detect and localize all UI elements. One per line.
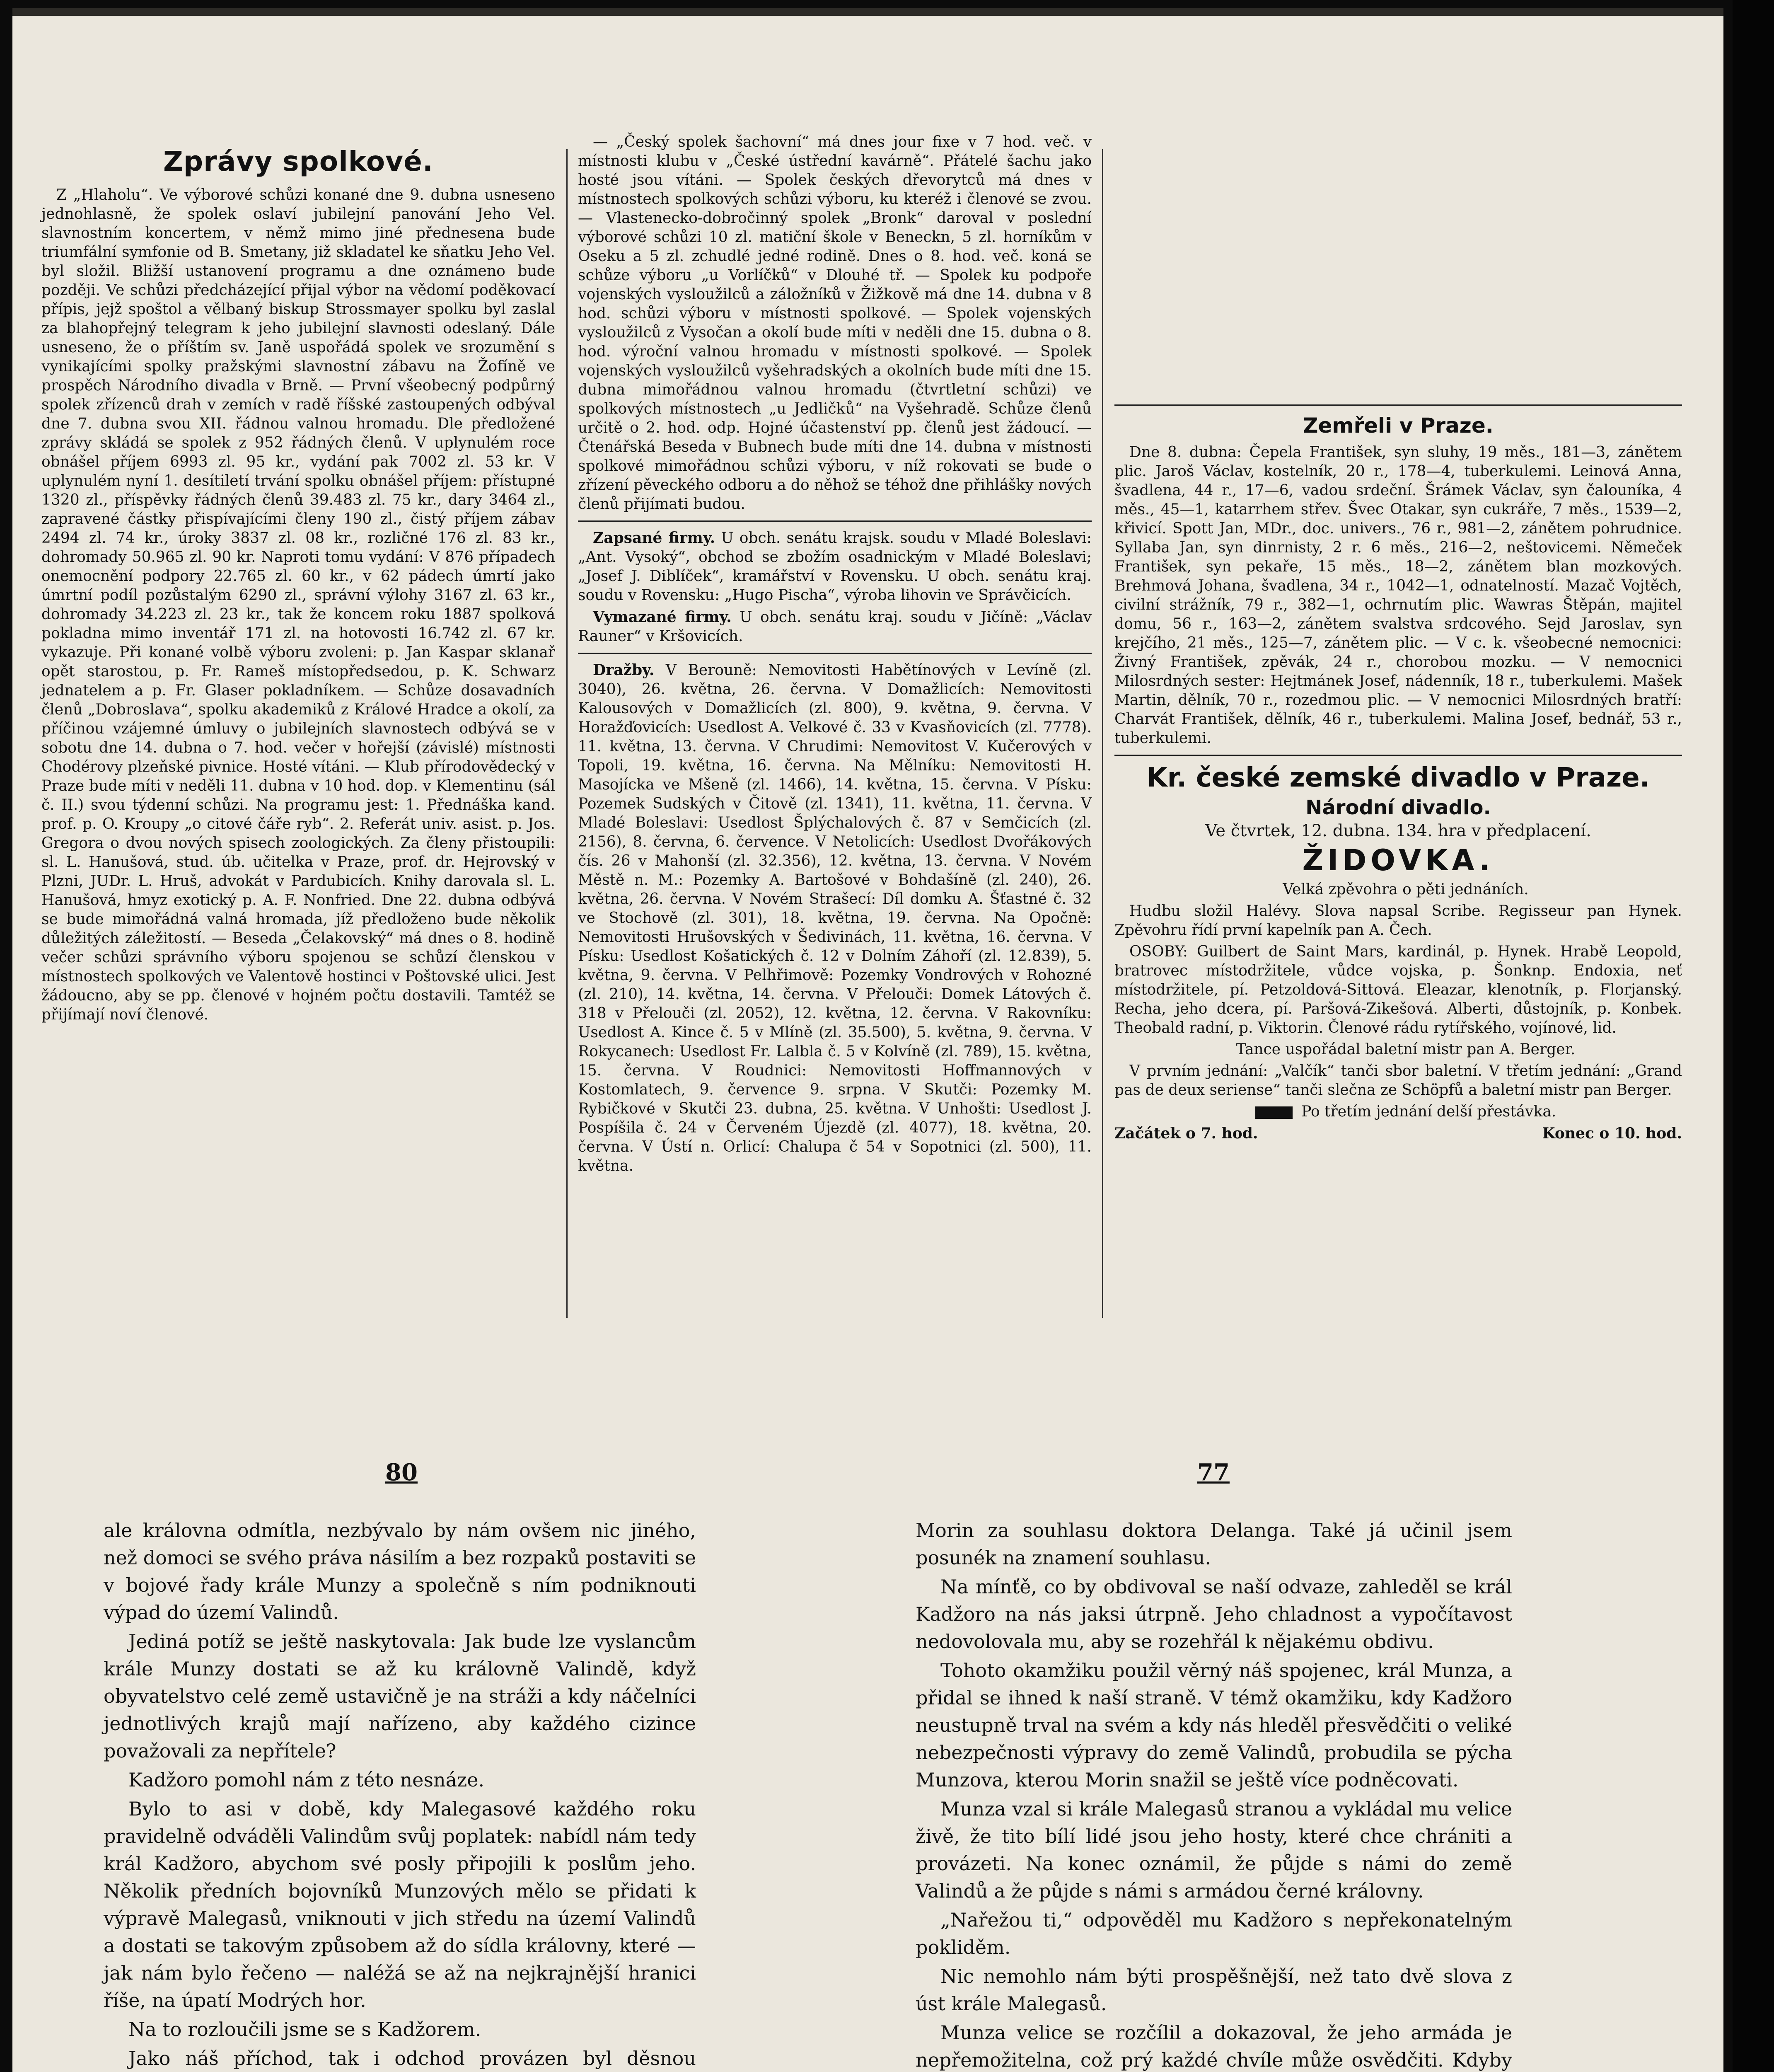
- play-line: V prvním jednání: „Valčík“ tanči sbor baletní. V třetím jednání: „Grand pas de deux seriense“ tanči slečna ze Schöpfů a baletní mistr pan Berger.: [1114, 1063, 1682, 1099]
- divider: [578, 520, 1092, 522]
- theatre-date: Ve čtvrtek, 12. dubna. 134. hra v předplacení.: [1205, 821, 1591, 840]
- book-paragraph: „Nařežou ti,“ odpověděl mu Kadžoro s nepřekonatelným pokliděm.: [916, 1909, 1512, 1958]
- play-line: Velká zpěvohra o pěti jednáních.: [1283, 881, 1529, 898]
- divider: [1114, 404, 1682, 406]
- erased-header: Vymazané firmy.: [593, 608, 732, 626]
- erased-text: U obch. senátu kraj. soudu v Jičíně: „Václav Rauner“ v Kršovicích.: [578, 609, 1092, 645]
- book-page-left: [104, 1517, 696, 2072]
- column-divider: [1102, 149, 1103, 1318]
- divider: [578, 653, 1092, 654]
- book-paragraph: Na to rozloučili jsme se s Kadžorem.: [128, 2018, 481, 2041]
- section-title: Zprávy spolkové.: [163, 145, 434, 177]
- paragraph: Z „Hlaholu“. Ve výborové schůzi konané dne 9. dubna usneseno jednohlasně, že spolek oslaví jubilejní panování Jeho Vel. slavnostním koncertem, v němž mimo jiné přednesena bude triumfální symfonie od B. Smetany, již skladatel ke sňatku Jeho Vel. byl složil. Bližší ustanovení programu a dne oznámeno bude později. Ve schůzi předcházející přijal výbor na vědomí poděkovací přípis, jejž spoštol a vělbaný biskup Strossmayer spolku byl zaslal za blahopřejný telegram k jeho jubilejní slavnosti odeslaný. Dále usneseno, že o příštím sv. Janě uspořádá spolek ve srozumění s vynikajícími spolky pražskými slavnostní zábavu na Žofíně ve prospěch Národního divadla v Brně. — První všeobecný podpůrný spolek zřízenců drah v zemích v radě říšské zastoupených odbýval dne 7. dubna svou XII. řádnou valnou hromadu. Dle předložené zprávy skládá se spolek z 952 řádných členů. V uplynulém roce obnášel příjem 6993 zl. 95 kr., vydání pak 7002 zl. 53 kr. V uplynulém nyní 1. desítiletí trvání spolku obnášel příjem: přístupné 1320 zl., příspěvky řádných členů 39.483 zl. 75 kr., dary 3464 zl., zapravené částky přispívajícími členy 190 zl., čistý příjem zábav 2494 zl. 74 kr., úroky 3837 zl. 08 kr., rozličné 176 zl. 83 kr., dohromady 50.965 zl. 90 kr. Naproti tomu vydání: V 876 případech onemocnění podpory 22.765 zl. 60 kr., v 62 pádech úmrtí jako úmrtní podíl pozůstalým 6290 zl., správní výlohy 3167 zl. 63 kr., dohromady 34.223 zl. 23 kr., tak že koncem roku 1887 spolková pokladna mimo inventář 171 zl. na hotovosti 16.742 zl. 67 kr. vykazuje. Při konané volbě výboru zvoleni: p. Jan Kaspar sklanař opět starostou, p. Fr. Rameš místopředsedou, p. K. Schwarz jednatelem a p. Fr. Glaser pokladníkem. — Schůze dosavadních členů „Dobroslava“, spolku akademiků z Králové Hradce a okolí, za příčinou vzájemné úmluvy o jubilejních slavnostech odbývá se v sobotu dne 14. dubna o 7. hod. večer v hořejší (závislé) místnosti Chodérovy plzeňské pivnice. Hosté vítáni. — Klub přírodovědecký v Praze bude míti v neděli 11. dubna v 10 hod. dop. v Klementinu (sál č. II.) svou týdenní schůzi. Na programu jest: 1. Přednáška kand. prof. p. O. Kroupy „o citové čáře ryb“. 2. Referát univ. asist. p. Jos. Gregora o dvou nových spisech zoologických. Za členy přistoupili: sl. L. Hanušová, stud. úb. učitelka v Praze, prof. dr. Hejrovský v Plzni, JUDr. L. Hruš, advokát v Pardubicích. Knihy darovala sl. L. Hanušová, hmyz exotický p. A. F. Nonfried. Dne 22. dubna odbývá se bude mimořádná valná hromada, jíž předloženo bude několik důležitých záležitostí. — Beseda „Čelakovský“ má dnes o 8. hodině večer schůzi správního výboru spojenou se schůzí členskou v místnostech spolkových ve Valentově hostinci v Poštovské ulici. Jest žádoucno, aby se pp. členové v hojném počtu dostavili. Tamtéž se přijímají noví členové.: [41, 186, 555, 1023]
- book-paragraph: Munza vzal si krále Malegasů stranou a vykládal mu velice živě, že tito bílí lidé jsou jeho hosty, které chce chrániti a provázeti. Na konec oznámil, že půjde s námi do země Valindů a že půjde s námi s armádou černé královny.: [916, 1798, 1512, 1902]
- column-deaths-theatre: [1114, 133, 1682, 1143]
- intermission-text: Po třetím jednání delší přestávka.: [1301, 1103, 1556, 1120]
- play-line: Hudbu složil Halévy. Slova napsal Scribe. Regisseur pan Hynek. Zpěvohru řídí první kapelník pan A. Čech.: [1114, 903, 1682, 939]
- firms-text: U obch. senátu krajsk. soudu v Mladé Boleslavi: „Ant. Vysoký“, obchod se zbožím osadnickým v Mladé Boleslavi; „Josef J. Diblíček“, kramářství v Rovensku. U obch. senátu kraj. soudu v Rovensku: „Hugo Pischa“, výroba lihovin ve Správčicích.: [578, 530, 1092, 604]
- paragraph: — „Český spolek šachovní“ má dnes jour fixe v 7 hod. več. v místnosti klubu v „České ústřední kavárně“. Přátelé šachu jako hosté jsou vítáni. — Spolek českých dřevorytců má dnes v místnostech spolkových schůzi výboru, ku kteréž i členové se zvou. — Vlastenecko-dobročinný spolek „Bronk“ daroval v poslední výborové schůzi 10 zl. matiční škole v Beneckn, 5 zl. horníkům v Oseku a 5 zl. zchudlé jedné rodině. Dnes o 8. hod. več. koná se schůze výboru „u Vorlíčků“ v Dlouhé tř. — Spolek ku podpoře vojenských vysloužilců a záložníků v Žižkově má dne 14. dubna v 8 hod. schůzi výboru v místnosti spolkové. — Spolek vojenských vysloužilců z Vysočan a okolí bude míti v neděli dne 15. dubna o 8. hod. výroční valnou hromadu v místnosti spolkové. — Spolek vojenských vysloužilců vyšehradských a okolních bude míti dne 15. dubna mimořádnou valnou hromadu (čtvrtletní schůzi) ve spolkových místnostech „u Jedličků“ na Vyšehradě. Schůze členů určitě o 2. hod. odp. Hojné účastenství pp. členů jest žádoucí. — Čtenářská Beseda v Bubnech bude míti dne 14. dubna v místnosti spolkové mimořádnou schůzi výboru, v níž rokovati se bude o zřízení pěveckého odboru a do něhož se téhož dne přihlášky nových členů přijímati budou.: [578, 133, 1092, 513]
- book-paragraph: Morin za souhlasu doktora Delanga. Také já učinil jsem posunék na znamení souhlasu.: [916, 1519, 1512, 1569]
- column-divider: [566, 149, 568, 1318]
- book-paragraph: Na mínťě, co by obdivoval se naší odvaze, zahleděl se král Kadžoro na nás jaksi útrpně. Jeho chladnost a vypočítavost nedovolovala mu, aby se rozehřál k nějakému obdivu.: [916, 1576, 1512, 1653]
- divider: [1114, 755, 1682, 756]
- intermission-line: [1114, 1102, 1682, 1121]
- firms-paragraph: [578, 528, 1092, 605]
- start-time: Začátek o 7. hod.: [1114, 1125, 1258, 1142]
- book-paragraph: Jediná potíž se ještě naskytovala: Jak bude lze vyslancům krále Munzy dostati se až ku královně Valindě, když obyvatelstvo celé země ustavičně je na stráži a kdy náčelníci jednotlivých krajů mají nařízeno, aby každého cizince považovali za nepřítele?: [104, 1630, 696, 1762]
- pointing-hand-icon: [1255, 1106, 1293, 1119]
- column-misc: [578, 133, 1092, 1178]
- book-paragraph: Nic nemohlo nám býti prospěšnější, než tato dvě slova z úst krále Malegasů.: [916, 1965, 1512, 2015]
- book-paragraph: ale královna odmítla, nezbývalo by nám ovšem nic jiného, než domoci se svého práva násilím a bez rozpaků postaviti se v bojové řady krále Munzy a společně s ním podniknouti výpad do území Valindů.: [104, 1519, 696, 1624]
- book-paragraph: Munza velice se rozčílil a dokazoval, že jeho armáda je nepřemožitelna, což prý každé chvíle může osvědčiti. Kdyby: [916, 2021, 1512, 2071]
- page-number-left: 80: [385, 1459, 418, 1486]
- book-paragraph: Kadžoro pomohl nám z této nesnáze.: [128, 1769, 485, 1791]
- book-paragraph: Bylo to asi v době, kdy Malegasové každého roku pravidelně odváděli Valindům svůj poplatek: nabídl nám tedy král Kadžoro, abychom své posly připojili k poslům jeho. Několik předních bojovníků Munzových mělo se přidati k výpravě Malegasů, vniknouti v jich středu na území Valindů a dostati se takovým způsobem až do sídla královny, které — jak nám bylo řečeno — naléžá se až na nejkrajnější hranici říše, na úpatí Modrých hor.: [104, 1798, 696, 2011]
- auctions-paragraph: [578, 661, 1092, 1176]
- auctions-text: V Berouně: Nemovitosti Habětínových v Levíně (zl. 3040), 26. května, 26. června. V Domažlicích: Nemovitosti Kalousových v Domažlicích (zl. 800), 9. května, 9. června. V Horažďovicích: Usedlost A. Velkové č. 33 v Kvasňovicích (zl. 7778). 11. května, 13. června. V Chrudimi: Nemovitost V. Kučerových v Topoli, 19. května, 16. června. Na Mělníku: Nemovitosti H. Masojícka ve Mšeně (zl. 1466), 14. května, 15. června. V Písku: Pozemek Sudských v Čitově (zl. 1341), 11. května, 11. června. V Mladé Boleslavi: Usedlost Šplýchalových č. 87 v Semčicích (zl. 2156), 8. června, 6. července. V Netolicích: Usedlost Dvořákových čís. 26 v Mahonší (zl. 32.356), 12. května, 13. června. V Novém Městě n. M.: Pozemky A. Bartošové v Bohdašíně (zl. 240), 26. května, 26. června. V Novém Strašecí: Díl domku A. Šťastné č. 32 ve Stochově (zl. 301), 18. května, 19. června. Na Opočně: Nemovitosti Hrušovských v Šedivinách, 11. května, 16. června. V Písku: Usedlost Košatických č. 12 v Dolním Záhoří (zl. 12.839), 5. května, 9. června. V Pelhřimově: Pozemky Vondrových v Rohozné (zl. 210), 14. května, 14. června. V Přelouči: Domek Látových č. 318 v Přelouči (zl. 2052), 12. května, 12. června. V Rakovníku: Usedlost A. Kince č. 5 v Mlíně (zl. 35.500), 5. května, 9. června. V Rokycanech: Usedlost Fr. Lalbla č. 5 v Kolvíně (zl. 789), 15. května, 15. června. V Roudnici: Nemovitosti Hoffmannových v Kostomlatech, 9. července 9. srpna. V Skutči: Pozemky M. Rybičkové v Skutči 23. dubna, 25. května. V Unhošti: Usedlost J. Pospíšila č. 24 v Červeném Újezdě (zl. 4077), 18. května, 20. června. V Ústí n. Orlicí: Chalupa č 54 v Sopotnici (zl. 500), 11. května.: [578, 662, 1092, 1174]
- firms-header: Zapsané firmy.: [593, 529, 715, 547]
- top-band: [12, 8, 1723, 16]
- deaths-title: Zemřeli v Praze.: [1303, 414, 1494, 438]
- play-line: Tance uspořádal baletní mistr pan A. Berger.: [1236, 1041, 1576, 1058]
- times-row: [1114, 1124, 1682, 1143]
- deaths-text: Dne 8. dubna: Čepela František, syn sluhy, 19 měs., 181—3, zánětem plic. Jaroš Václav, kostelník, 20 r., 178—4, tuberkulemi. Leinová Anna, švadlena, 44 r., 17—6, vadou srdeční. Šrámek Václav, syn čalouníka, 4 měs., 45—1, katarrhem střev. Švec Otakar, syn cukráře, 7 měs., 1539—2, křivicí. Spott Jan, MDr., doc. univers., 76 r., 981—2, zánětem pohrudnice. Syllaba Jan, syn dinrnisty, 2 r. 6 měs., 216—2, neštovicemi. Němeček František, syn pekaře, 15 měs., 18—2, zánětem blan mozkových. Brehmová Johana, švadlena, 34 r., 1042—1, odnatelností. Mazač Vojtěch, civilní strážník, 79 r., 382—1, ochrnutím plic. Wawras Štěpán, majitel domu, 56 r., 163—2, zánětem svalstva srdcového. Sejd Jaroslav, syn krejčího, 21 měs., 125—7, zánětem plic. — V c. k. všeobecné nemocnici: Živný František, zpěvák, 24 r., chorobou mozku. — V nemocnici Milosrdných sester: Hejtmánek Josef, nádenník, 18 r., tuberkulemi. Mašek Martin, dělník, 70 r., rozedmou plic. — V nemocnici Milosrdných bratří: Charvát František, dělník, 46 r., tuberkulemi. Malina Josef, bednář, 53 r., tuberkulemi.: [1114, 444, 1682, 747]
- book-paragraph: Tohoto okamžiku použil věrný náš spojenec, král Munza, a přidal se ihned k naší straně. V témž okamžiku, kdy Kadžoro neustupně trval na svém a kdy nás hleděl přesvědčiti o veliké nebezpečnosti výpravy do země Valindů, probudila se pýcha Munzova, kterou Morin snažil se ještě více podněcovati.: [916, 1659, 1512, 1791]
- auctions-header: Dražby.: [593, 661, 655, 679]
- play-title: ŽIDOVKA.: [1302, 843, 1494, 877]
- page-number-right: 77: [1197, 1459, 1230, 1486]
- scanned-sheet: [12, 8, 1723, 2072]
- book-paragraph: Jako náš příchod, tak i odchod provázen byl děsnou: [128, 2047, 696, 2070]
- erased-paragraph: [578, 608, 1092, 646]
- play-line: OSOBY: Guilbert de Saint Mars, kardinál, p. Hynek. Hrabě Leopold, bratrovec místodržitele, vůdce vojska, p. Šonknp. Endoxia, neť místodržitele, pí. Petzoldová-Sittová. Eleazar, klenotník, p. Florjanský. Recha, jeho dcera, pí. Paršová-Zikešová. Alberti, důstojník, p. Konbek. Theobald radní, p. Viktorin. Členové rádu rytířského, vojínové, lid.: [1114, 943, 1682, 1036]
- end-time: Konec o 10. hod.: [1542, 1125, 1682, 1142]
- newspaper-section: [41, 133, 1682, 1334]
- column-societies: [41, 133, 555, 1027]
- scan-edge: [1733, 0, 1774, 2072]
- book-page-right: [916, 1517, 1512, 2072]
- continued-auctions-space: [1114, 133, 1682, 398]
- theatre-title: Kr. české zemské divadlo v Praze.: [1147, 762, 1650, 793]
- theatre-name: Národní divadlo.: [1305, 796, 1491, 819]
